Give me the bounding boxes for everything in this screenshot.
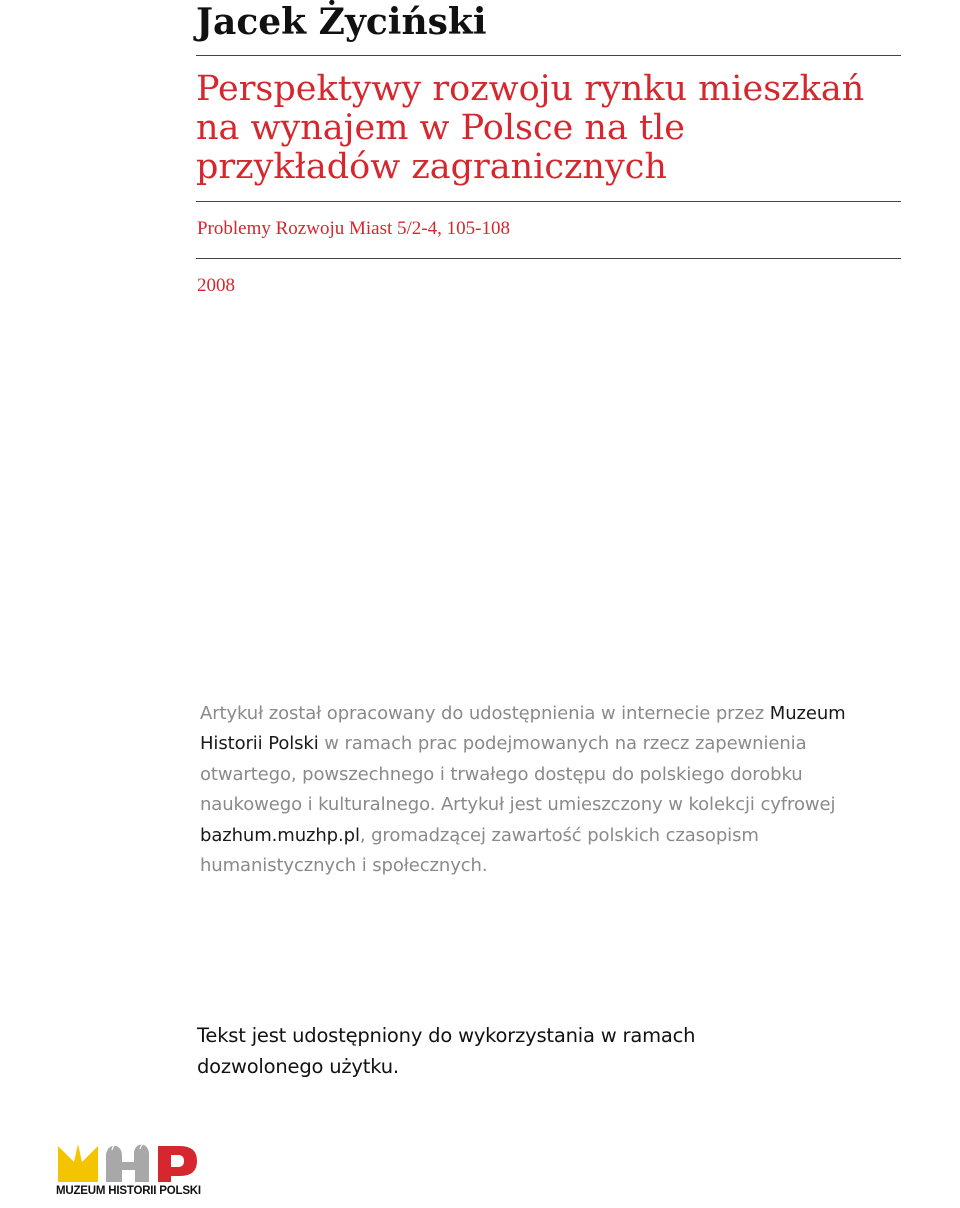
collection-site: bazhum.muzhp.pl: [200, 824, 360, 846]
usage-notice: Tekst jest udostępniony do wykorzystania w ramach dozwolonego użytku.: [197, 1024, 696, 1078]
museum-name: Muzeum Historii Polski: [200, 703, 846, 755]
availability-notice: [200, 699, 900, 881]
source-citation: Problemy Rozwoju Miast 5/2-4, 105-108: [197, 218, 510, 239]
logo-letter-p-shape: [158, 1146, 197, 1182]
article-title: Perspektywy rozwoju rynku mieszkań na wynajem w Polsce na tle przykładów zagranicznych: [196, 69, 865, 187]
logo-wordmark: MUZEUM HISTORII POLSKI: [56, 1185, 201, 1197]
logo-letter-h-shape: [106, 1144, 149, 1182]
notice-text-1: Artykuł został opracowany do udostępnienia w internecie przez: [200, 703, 770, 724]
divider-top: [196, 55, 901, 56]
notice-text-3: , gromadzącej zawartość polskich czasopism humanistycznych i społecznych.: [200, 824, 759, 877]
museum-logo: [56, 1140, 202, 1200]
museum-logo-icon: [56, 1140, 202, 1184]
divider-source: [196, 258, 901, 259]
divider-title: [196, 201, 901, 202]
publication-year: 2008: [197, 275, 235, 296]
notice-text-2: w ramach prac podejmowanych na rzecz zapewnienia otwartego, powszechnego i trwałego dostępu do polskiego dorobku naukowego i kulturalnego. Artykuł jest umieszczony w kolekcji cyfrowej: [200, 733, 836, 816]
logo-letter-m-shape: [58, 1144, 98, 1182]
author-name: Jacek Życiński: [196, 1, 487, 43]
